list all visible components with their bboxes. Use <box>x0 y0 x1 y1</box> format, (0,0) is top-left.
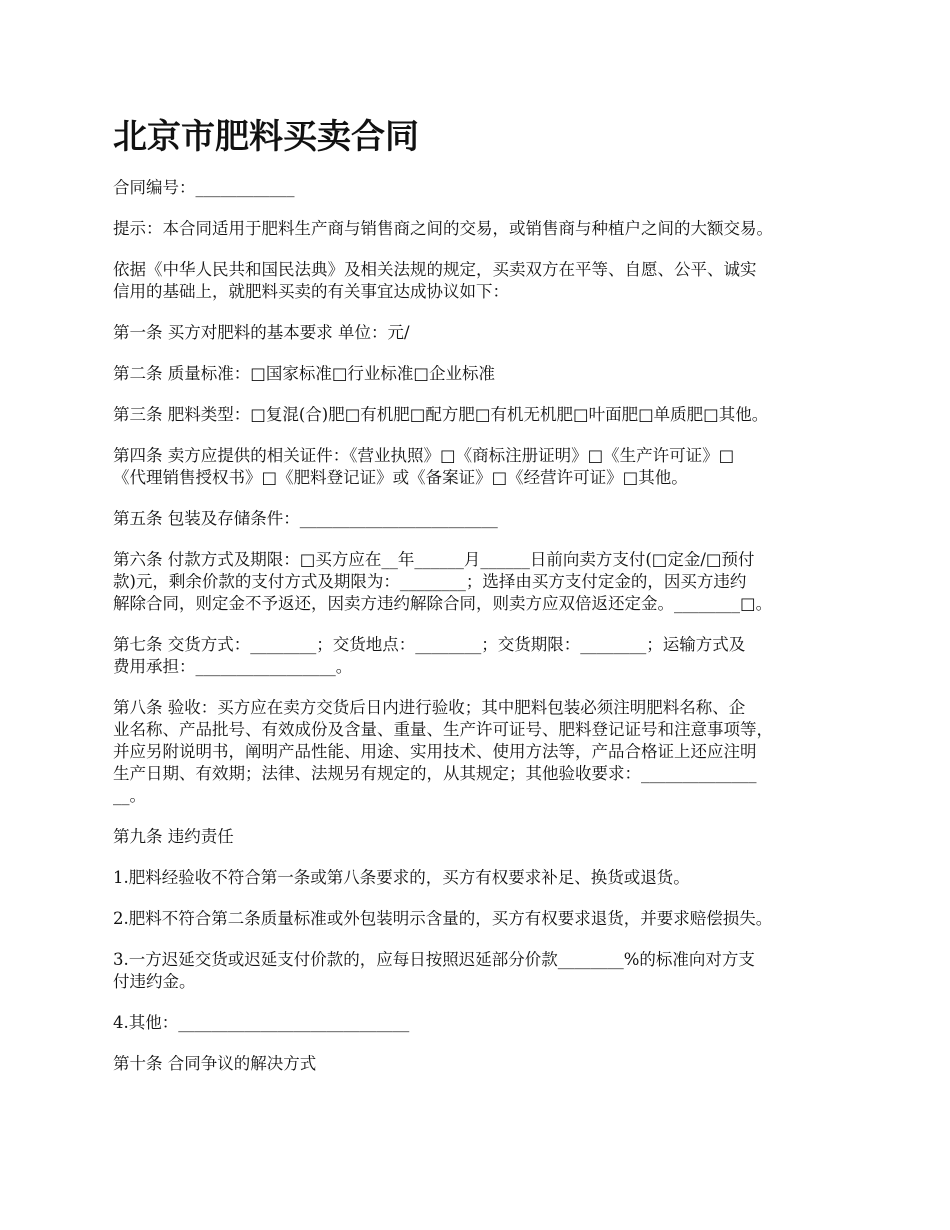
article-9-item-4: 4.其他：____________________________ <box>113 1013 410 1032</box>
article-2: 第二条 质量标准：□国家标准□行业标准□企业标准 <box>113 364 496 383</box>
contract-number: 合同编号：____________ <box>113 178 295 197</box>
article-1: 第一条 买方对肥料的基本要求 单位：元/ <box>113 323 410 342</box>
article-3: 第三条 肥料类型：□复混(合)肥□有机肥□配方肥□有机无机肥□叶面肥□单质肥□其他。 <box>113 405 769 424</box>
document-body <box>113 177 855 1094</box>
article-4: 第四条 卖方应提供的相关证件：《营业执照》□《商标注册证明》□《生产许可证》□ 《代理销售授权书》□《肥料登记证》或《备案证》□《经营许可证》□其他。 <box>113 446 735 487</box>
article-9-item-1: 1.肥料经验收不符合第一条或第八条要求的，买方有权要求补足、换货或退货。 <box>113 868 690 887</box>
preamble-paragraph: 依据《中华人民共和国民法典》及相关法规的规定，买卖双方在平等、自愿、公平、诚实 信用的基础上，就肥料买卖的有关事宜达成协议如下： <box>113 260 757 301</box>
notice-paragraph: 提示：本合同适用于肥料生产商与销售商之间的交易，或销售商与种植户之间的大额交易。 <box>113 219 773 238</box>
article-9-item-3: 3.一方迟延交货或迟延支付价款的，应每日按照迟延部分价款________%的标准向对方支 付违约金。 <box>113 950 755 991</box>
article-10-heading: 第十条 合同争议的解决方式 <box>113 1054 317 1073</box>
article-8: 第八条 验收：买方应在卖方交货后日内进行验收；其中肥料包装必须注明肥料名称、企 业名称、产品批号、有效成份及含量、重量、生产许可证号、肥料登记证号和注意事项等， 并应另附说明书，阐明产品性能、用途、实用技术、使用方法等，产品合格证上还应注明 生产日期、有效期；法律、法规另有规定的，从其规定；其他验收要求：______________ __。 <box>113 698 773 805</box>
document-title: 北京市肥料买卖合同 <box>113 117 419 157</box>
article-9-item-2: 2.肥料不符合第二条质量标准或外包装明示含量的，买方有权要求退货，并要求赔偿损失。 <box>113 909 773 928</box>
article-5: 第五条 包装及存储条件：________________________ <box>113 509 498 528</box>
article-6: 第六条 付款方式及期限：□买方应在__年______月______日前向卖方支付(□定金/□预付 款)元，剩余价款的支付方式及期限为：________；选择由买方支付定金的，因买方违约 解除合同，则定金不予返还，因卖方违约解除合同，则卖方应双倍返还定金。________□。 <box>113 550 773 613</box>
article-9-heading: 第九条 违约责任 <box>113 827 234 846</box>
article-7: 第七条 交货方式：________；交货地点：________；交货期限：________；运输方式及 费用承担：_________________。 <box>113 635 746 676</box>
